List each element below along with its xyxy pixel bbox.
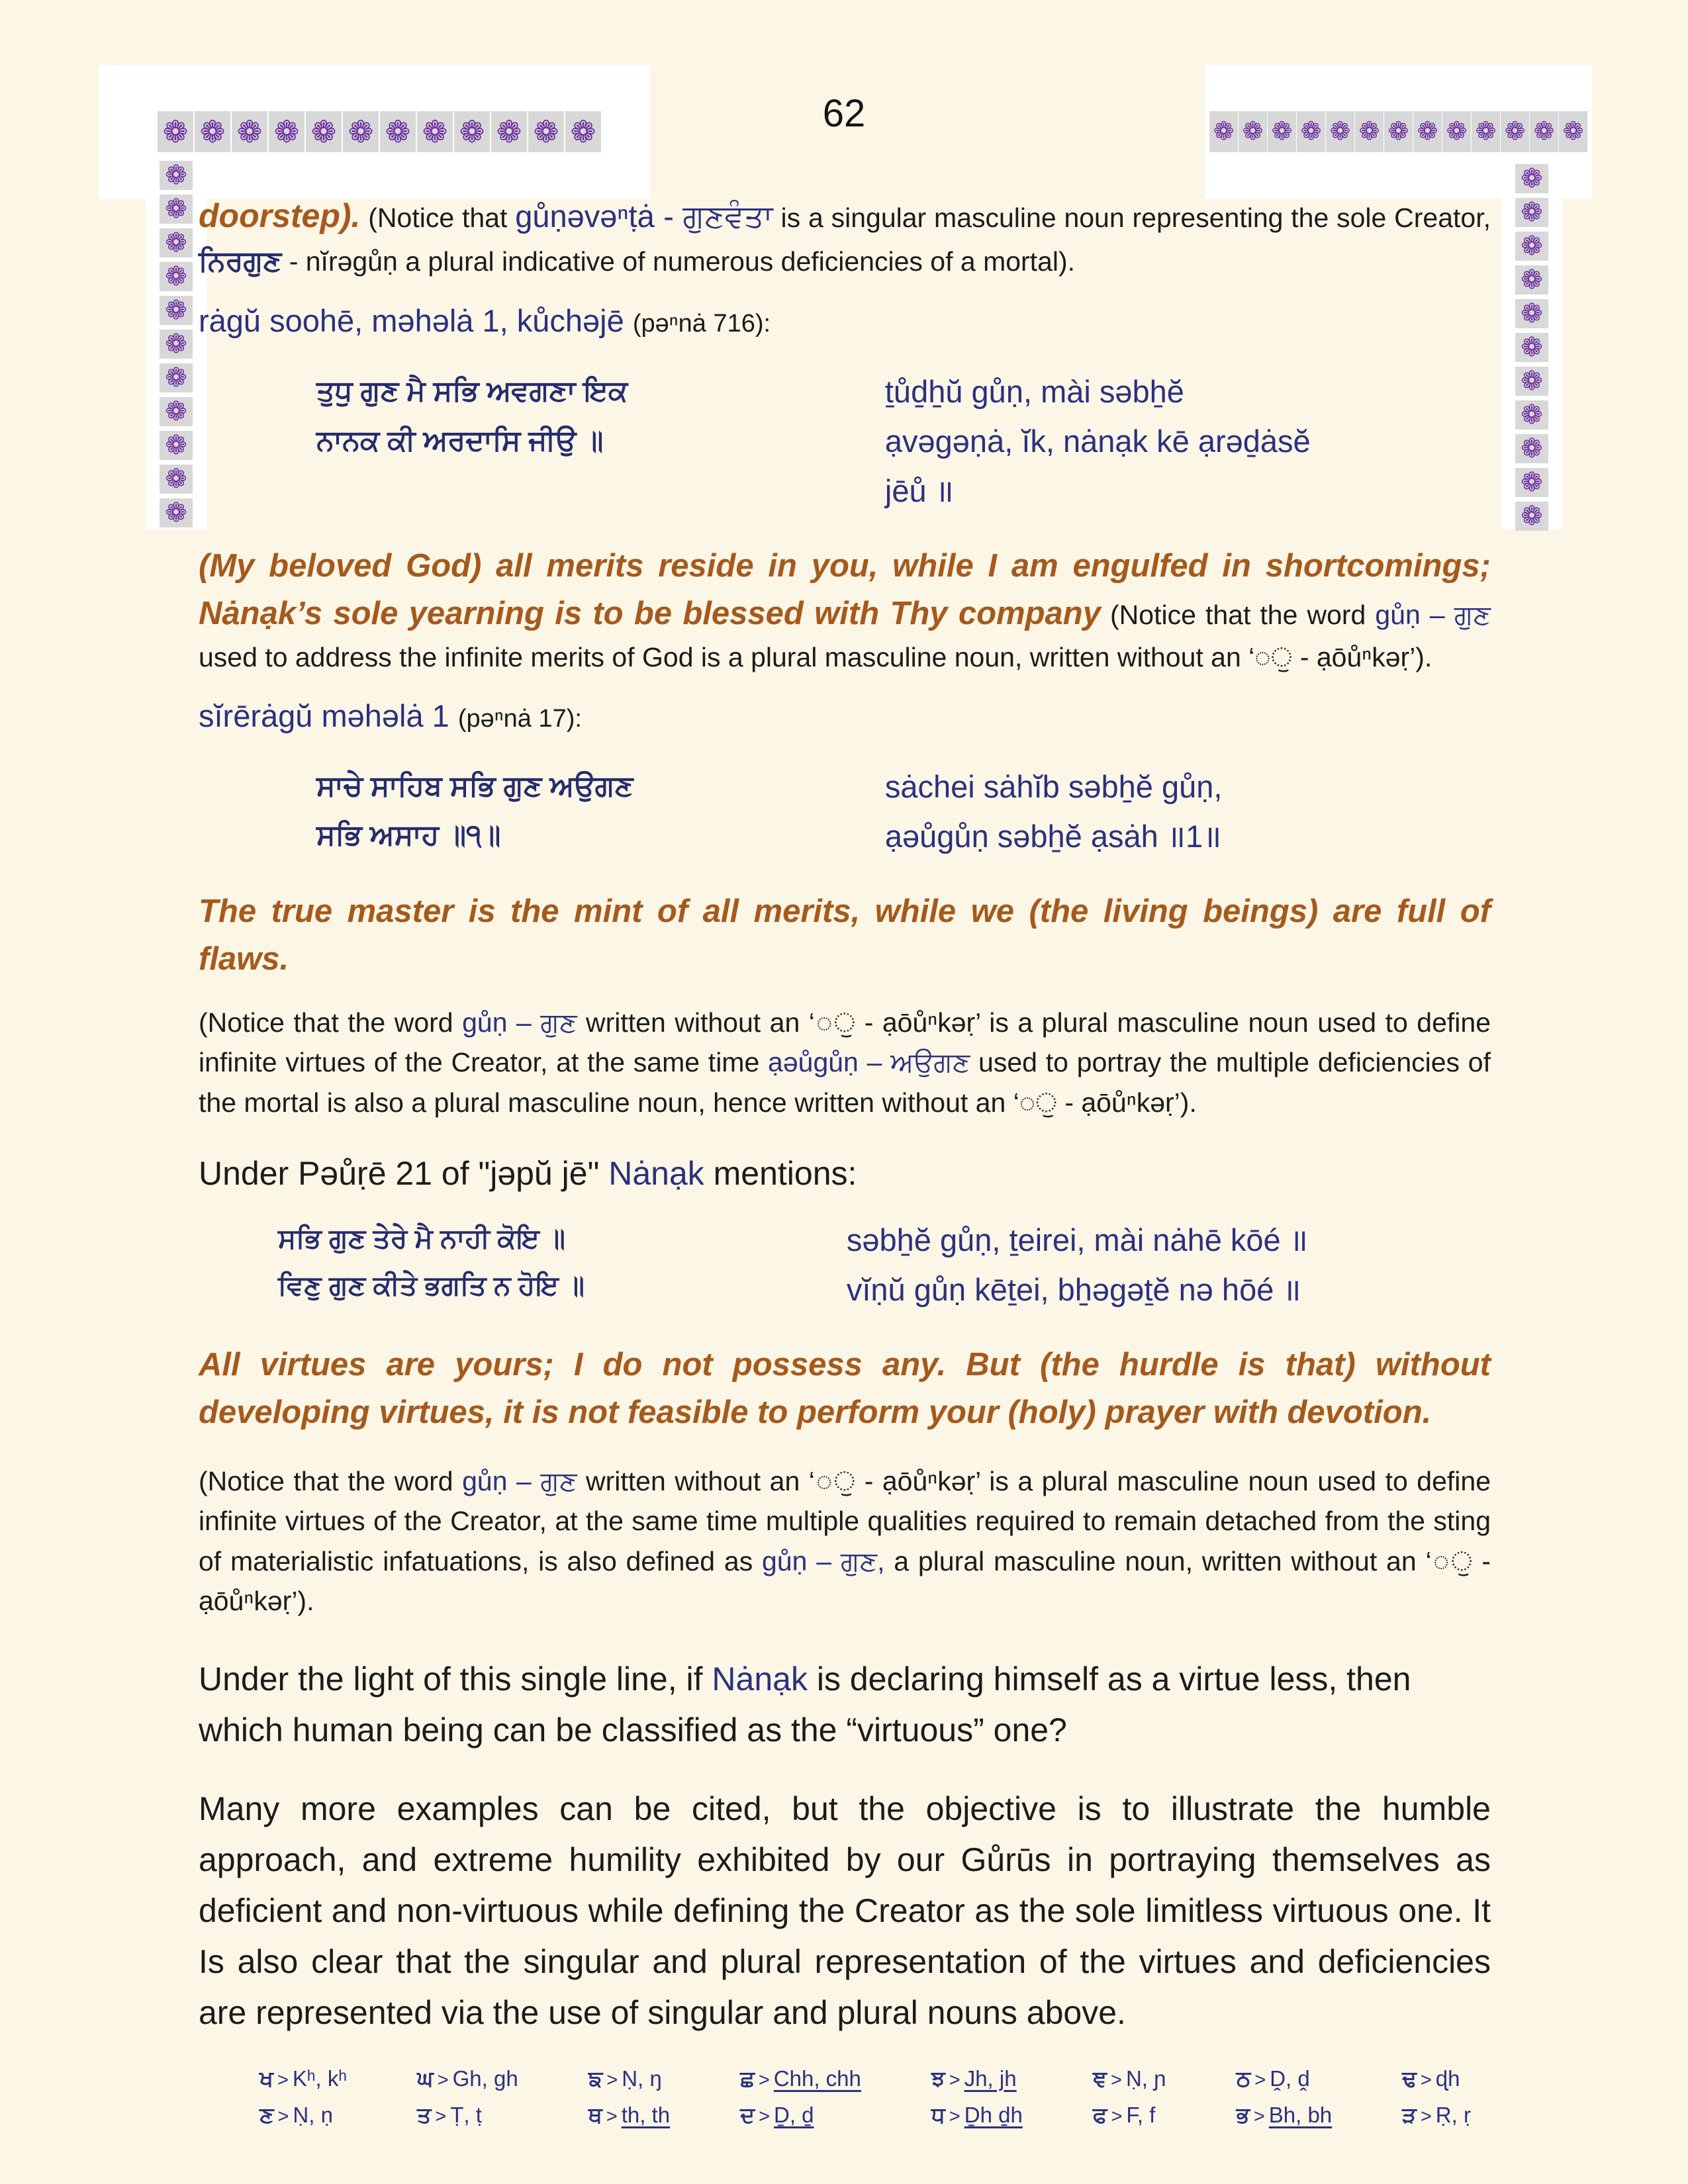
gurmukhi-word: ਨਿਰਗੁਣ bbox=[199, 245, 282, 277]
gurmukhi-letter: ਦ bbox=[740, 2103, 755, 2128]
gurmukhi-letter: ਭ bbox=[1236, 2103, 1250, 2128]
grammar-note-2 bbox=[199, 1003, 1491, 1122]
mapping-separator: > bbox=[1420, 2106, 1432, 2128]
translation-paragraph-3 bbox=[199, 1341, 1491, 1436]
transliteration-line: ạvəgəṇȧ, ĭk, nȧnạk kē ạrəḏȧsĕ bbox=[884, 423, 1311, 459]
latin-equivalent: Ṇ, ɲ bbox=[1125, 2066, 1166, 2091]
transliteration-key-table bbox=[259, 2066, 1471, 2128]
flower-icon: ❁ bbox=[160, 296, 193, 325]
flower-icon: ❁ bbox=[160, 161, 193, 190]
mapping-separator: > bbox=[606, 2070, 618, 2091]
note-text: - nĭrəgůṇ a plural indicative of numerous deficiencies of a mortal). bbox=[281, 246, 1076, 277]
flower-icon: ❁ bbox=[160, 228, 193, 257]
gurmukhi-line: ਨਾਨਕ ਕੀ ਅਰਦਾਸਿ ਜੀਉ ॥ bbox=[316, 424, 604, 457]
gurmukhi-letter: ਤ bbox=[417, 2103, 432, 2128]
gurmukhi-letter: ਞ bbox=[1092, 2066, 1107, 2091]
flower-icon: ❁ bbox=[1515, 468, 1548, 497]
transliteration-line: jēů ॥ bbox=[884, 473, 954, 509]
gurmukhi-line: ਸਭਿ ਅਸਾਹ ॥੧॥ bbox=[316, 819, 501, 852]
flower-icon: ❁ bbox=[1297, 111, 1325, 152]
paragraph-virtue-less bbox=[199, 1654, 1491, 1756]
latin-equivalent: Ṛ, ṛ bbox=[1435, 2103, 1471, 2128]
flower-icon: ❁ bbox=[1442, 111, 1471, 152]
heading-paure-21 bbox=[199, 1154, 1491, 1193]
grammar-note-3 bbox=[199, 1461, 1491, 1621]
mapping-separator: > bbox=[277, 2106, 289, 2128]
mapping-separator: > bbox=[758, 2070, 770, 2091]
mapping-separator: > bbox=[1253, 2106, 1265, 2128]
transliteration-verse bbox=[847, 1215, 1491, 1314]
transliteration-line: sȧchei sȧhĭb səbẖĕ gůṇ, bbox=[884, 768, 1223, 804]
note-text: (Notice that the word bbox=[1100, 600, 1376, 631]
shabad-heading-sirerag bbox=[199, 698, 1491, 734]
verse-block-1 bbox=[199, 367, 1491, 516]
latin-equivalent: F, f bbox=[1126, 2103, 1156, 2128]
flower-icon: ❁ bbox=[1515, 164, 1548, 193]
body-text: is declaring himself as a virtue less, then which human being can be classified as the “virtuous” one? bbox=[199, 1661, 1411, 1749]
flower-icon: ❁ bbox=[160, 397, 193, 426]
mapping-cell bbox=[740, 2103, 861, 2128]
mapping-separator: > bbox=[606, 2106, 618, 2128]
verse-block-2 bbox=[199, 762, 1491, 861]
gurmukhi-line: ਤੁਧੁ ਗੁਣ ਮੈ ਸਭਿ ਅਵਗਣਾ ਇਕ bbox=[316, 375, 628, 407]
heading-transliteration: rȧgŭ soohē, məhəlȧ 1, kůchəjē bbox=[199, 302, 633, 338]
paragraph-doorstep-note bbox=[199, 192, 1491, 283]
mapping-separator: > bbox=[1420, 2070, 1432, 2091]
latin-equivalent: Ṇ, ṇ bbox=[293, 2103, 333, 2128]
flower-icon: ❁ bbox=[1515, 232, 1548, 261]
mapping-separator: > bbox=[277, 2070, 289, 2091]
flower-icon: ❁ bbox=[195, 111, 230, 152]
latin-equivalent: ɖh bbox=[1435, 2066, 1460, 2091]
gurmukhi-letter: ੜ bbox=[1402, 2103, 1417, 2128]
gurmukhi-letter: ਫ bbox=[1092, 2103, 1107, 2128]
latin-equivalent: Jh, jh bbox=[964, 2066, 1017, 2091]
flower-icon: ❁ bbox=[1559, 111, 1587, 152]
transliteration-line: ạəůgůṇ səbẖĕ ạsȧh ॥1॥ bbox=[884, 818, 1222, 854]
latin-equivalent: Ḏ, ḏ bbox=[774, 2103, 814, 2128]
gurmukhi-letter: ਧ bbox=[931, 2103, 945, 2128]
note-text: used to portray the multiple deficiencies of the mortal is also a plural masculine noun, hence written without an ‘◌ੁ - ạōůⁿkəṛ’). bbox=[199, 1047, 1491, 1118]
note-text: used to address the infinite merits of God is a plural masculine noun, written without an ‘◌ੁ - ạōůⁿkəṛ’). bbox=[199, 642, 1432, 673]
gurmukhi-letter: ਥ bbox=[588, 2103, 602, 2128]
flower-icon: ❁ bbox=[1515, 367, 1548, 396]
decorative-border-left-column bbox=[146, 156, 207, 529]
gurmukhi-verse bbox=[278, 1215, 847, 1314]
translation-text: (My beloved God) all merits reside in you, while I am engulfed in shortcomings; Nȧnạk’s sole yearning is to be blessed with Thy company bbox=[199, 548, 1491, 632]
note-text: a plural masculine noun, written without an ‘◌ੁ - ạōůⁿkəṛ’). bbox=[199, 1545, 1491, 1616]
page-reference: (pəⁿnȧ 716): bbox=[632, 309, 771, 338]
gurmukhi-line: ਸਾਚੇ ਸਾਹਿਬ ਸਭਿ ਗੁਣ ਅਉਗਣ bbox=[316, 770, 633, 802]
gurmukhi-letter: ਢ bbox=[1402, 2066, 1417, 2091]
gurmukhi-letter: ਛ bbox=[740, 2066, 755, 2091]
translation-text: All virtues are yours; I do not possess any. But (the hurdle is that) without developing virtues, it is not feasible to perform your (holy) prayer with devotion. bbox=[199, 1347, 1491, 1431]
gurmukhi-letter: ਠ bbox=[1236, 2066, 1251, 2091]
flower-icon: ❁ bbox=[343, 111, 379, 152]
heading-text: Under Pəůṛē 21 of "jəpŭ jē" bbox=[199, 1154, 609, 1192]
transliteration-gurmukhi-pair: ạəůgůṇ – ਅਉਗਣ bbox=[768, 1047, 970, 1078]
flower-icon: ❁ bbox=[1515, 299, 1548, 328]
flower-icon: ❁ bbox=[1384, 111, 1413, 152]
transliteration-gurmukhi-pair: gůṇ – ਗੁਣ bbox=[462, 1466, 577, 1497]
flower-icon: ❁ bbox=[528, 111, 564, 152]
transliteration-gurmukhi-pair: gůṇ – ਗੁਣ, bbox=[762, 1545, 885, 1576]
latin-equivalent: Gh, gh bbox=[452, 2066, 518, 2091]
flower-icon: ❁ bbox=[1515, 502, 1548, 531]
mapping-separator: > bbox=[437, 2070, 449, 2091]
flower-icon: ❁ bbox=[160, 330, 193, 359]
mapping-separator: > bbox=[1111, 2070, 1122, 2091]
flower-icon: ❁ bbox=[1268, 111, 1296, 152]
flower-icon: ❁ bbox=[158, 111, 193, 152]
flower-icon: ❁ bbox=[1355, 111, 1383, 152]
verse-block-3 bbox=[199, 1215, 1491, 1314]
gurmukhi-line: ਸਭਿ ਗੁਣ ਤੇਰੇ ਮੈ ਨਾਹੀ ਕੋਇ ॥ bbox=[278, 1222, 565, 1253]
name-nanak: Nȧnạk bbox=[712, 1661, 808, 1698]
latin-equivalent: Ṇ, ŋ bbox=[622, 2066, 662, 2091]
page-reference: (pəⁿnȧ 17): bbox=[457, 704, 582, 733]
flower-icon: ❁ bbox=[1472, 111, 1500, 152]
flower-icon: ❁ bbox=[1530, 111, 1558, 152]
mapping-cell bbox=[1237, 2103, 1333, 2128]
gurmukhi-verse bbox=[316, 762, 885, 861]
latin-equivalent: Bh, bh bbox=[1268, 2103, 1333, 2128]
flower-icon: ❁ bbox=[380, 111, 416, 152]
flower-icon: ❁ bbox=[306, 111, 342, 152]
heading-text: mentions: bbox=[704, 1154, 857, 1192]
transliteration-verse bbox=[885, 367, 1491, 516]
flower-icon: ❁ bbox=[1501, 111, 1529, 152]
gurmukhi-letter: ਝ bbox=[931, 2066, 945, 2091]
mapping-cell bbox=[1093, 2066, 1166, 2092]
mapping-cell bbox=[931, 2066, 1023, 2092]
transliteration-line: ṯůḏẖŭ gůṇ, mài səbẖĕ bbox=[884, 373, 1184, 409]
flower-icon: ❁ bbox=[160, 431, 193, 460]
flower-icon: ❁ bbox=[232, 111, 267, 152]
flower-icon: ❁ bbox=[160, 363, 193, 392]
flower-icon: ❁ bbox=[160, 195, 193, 224]
flower-icon: ❁ bbox=[454, 111, 490, 152]
transliteration-line: vĭṇŭ gůṇ kēṯei, bẖəgəṯĕ nə hōé ॥ bbox=[846, 1271, 1301, 1307]
note-text: (Notice that the word bbox=[199, 1466, 463, 1497]
gurmukhi-letter: ਙ bbox=[588, 2066, 603, 2091]
transliteration-gurmukhi-pair: gůṇ – ਗੁਣ bbox=[1375, 600, 1491, 631]
mapping-separator: > bbox=[1254, 2070, 1266, 2091]
mapping-separator: > bbox=[949, 2106, 961, 2128]
mapping-separator: > bbox=[949, 2070, 961, 2091]
mapping-cell bbox=[588, 2103, 670, 2128]
decorative-border-right-column bbox=[1501, 159, 1562, 529]
body-text: Under the light of this single line, if bbox=[199, 1661, 712, 1698]
mapping-separator: > bbox=[759, 2106, 770, 2128]
latin-equivalent: Ṭ, ṭ bbox=[450, 2103, 482, 2128]
mapping-cell bbox=[1093, 2103, 1166, 2128]
flower-icon: ❁ bbox=[565, 111, 601, 152]
flower-icon: ❁ bbox=[160, 498, 193, 527]
gurmukhi-verse bbox=[316, 367, 885, 516]
translation-fragment: doorstep). bbox=[199, 197, 361, 234]
heading-transliteration: sĭrērȧgŭ məhəlȧ 1 bbox=[199, 698, 458, 733]
flower-icon: ❁ bbox=[1515, 434, 1548, 463]
flower-icon: ❁ bbox=[491, 111, 527, 152]
latin-equivalent: Ḓ, ḓ bbox=[1270, 2066, 1310, 2091]
name-nanak: Nȧnạk bbox=[608, 1154, 704, 1192]
flower-icon: ❁ bbox=[1515, 400, 1548, 430]
note-text: is a singular masculine noun representing the sole Creator, bbox=[773, 203, 1491, 233]
note-text: written without an ‘◌ੁ - ạōůⁿkəṛ’ is a plural masculine noun used to define infinite virtues of the Creator, at the same time multiple qualities required to remain detached from the sting of materialistic infatuations, is also defined as bbox=[199, 1466, 1491, 1576]
flower-icon: ❁ bbox=[1326, 111, 1354, 152]
translation-text: The true master is the mint of all merits, while we (the living beings) are full of flaws. bbox=[199, 893, 1491, 977]
mapping-cell bbox=[1402, 2103, 1471, 2128]
flower-icon: ❁ bbox=[1413, 111, 1442, 152]
flower-icon: ❁ bbox=[1515, 198, 1548, 227]
mapping-cell bbox=[740, 2066, 861, 2092]
page-number: 62 bbox=[822, 92, 866, 135]
gurmukhi-letter: ਘ bbox=[417, 2066, 434, 2091]
translation-paragraph-2 bbox=[199, 887, 1491, 983]
shabad-heading-rag-soohe bbox=[199, 302, 1491, 339]
flower-icon: ❁ bbox=[1515, 333, 1548, 362]
mapping-cell bbox=[259, 2066, 347, 2092]
note-text: (Notice that bbox=[360, 203, 516, 233]
mapping-cell bbox=[417, 2103, 518, 2128]
transliteration-gurmukhi-pair: gůṇ – ਗੁਣ bbox=[462, 1007, 577, 1038]
latin-equivalent: th, th bbox=[621, 2103, 671, 2128]
transliteration-gurmukhi-pair: gůṇəvəⁿṭȧ - ਗੁਣਵੰਤਾ bbox=[515, 199, 773, 234]
gurmukhi-letter: ਣ bbox=[259, 2103, 274, 2128]
flower-icon: ❁ bbox=[1239, 111, 1267, 152]
flower-icon: ❁ bbox=[160, 465, 193, 494]
gurmukhi-line: ਵਿਣੁ ਗੁਣ ਕੀਤੇ ਭਗਤਿ ਨ ਹੋਇ ॥ bbox=[278, 1270, 585, 1301]
transliteration-line: səbẖĕ gůṇ, ṯeirei, mài nȧhē kōé ॥ bbox=[846, 1222, 1308, 1257]
translation-paragraph-1 bbox=[199, 542, 1491, 677]
flower-icon: ❁ bbox=[269, 111, 305, 152]
mapping-separator: > bbox=[435, 2106, 447, 2128]
flower-icon: ❁ bbox=[1209, 111, 1238, 152]
mapping-cell bbox=[931, 2103, 1023, 2128]
mapping-cell bbox=[588, 2066, 670, 2092]
flower-icon: ❁ bbox=[1515, 265, 1548, 295]
flower-icon: ❁ bbox=[160, 262, 193, 291]
latin-equivalent: Chh, chh bbox=[773, 2066, 861, 2091]
note-text: written without an ‘◌ੁ - ạōůⁿkəṛ’ is a plural masculine noun used to define infinite virtues of the Creator, at the same time bbox=[199, 1007, 1491, 1078]
paragraph-conclusion: Many more examples can be cited, but the objective is to illustrate the humble approach, and extreme humility exhibited by our Gůrūs in portraying themselves as deficient and non-virtuous while defining the Creator as the sole limitless virtuous one. It Is also clear that the singular and plural representation of the virtues and deficiencies are represented via the use of singular and plural nouns above. bbox=[199, 1790, 1491, 2032]
mapping-cell bbox=[1237, 2066, 1333, 2092]
mapping-cell bbox=[259, 2103, 347, 2128]
page-content bbox=[199, 192, 1491, 2128]
latin-equivalent: Ḏh ḏh bbox=[964, 2103, 1023, 2128]
mapping-cell bbox=[417, 2066, 518, 2092]
transliteration-verse bbox=[885, 762, 1491, 861]
mapping-separator: > bbox=[1111, 2106, 1123, 2128]
mapping-cell bbox=[1402, 2066, 1471, 2092]
note-text: (Notice that the word bbox=[199, 1007, 463, 1038]
gurmukhi-letter: ਖ bbox=[259, 2066, 273, 2091]
flower-icon: ❁ bbox=[417, 111, 453, 152]
latin-equivalent: Kʰ, kʰ bbox=[292, 2066, 348, 2091]
